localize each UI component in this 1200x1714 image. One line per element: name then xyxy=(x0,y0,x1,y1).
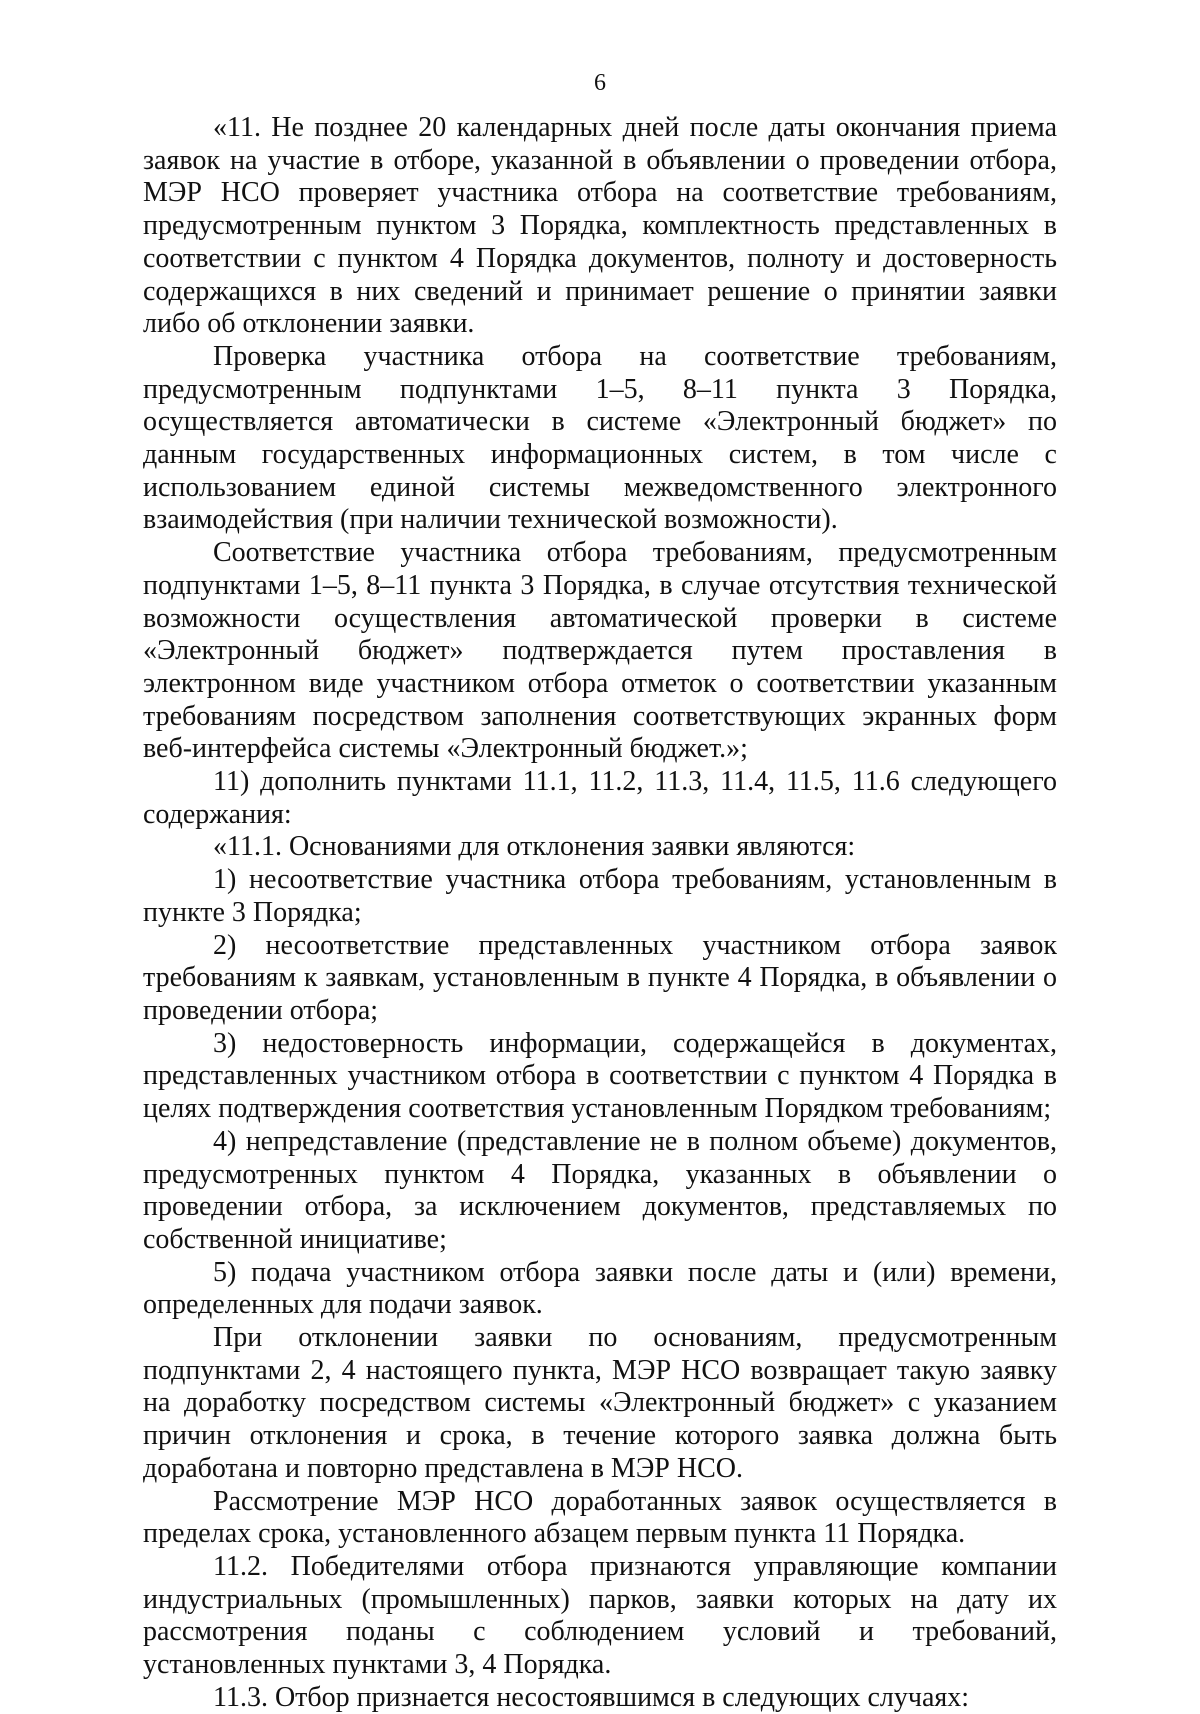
document-body xyxy=(143,112,1057,1714)
paragraph-11: «11. Не позднее 20 календарных дней после даты окончания приема заявок на участие в отборе, указанной в объявлении о проведении отбора, МЭР НСО проверяет участника отбора на соответствие требованиям, предусмотренным пунктом 3 Порядка, комплектность представленных в соответствии с пунктом 4 Порядка документов, полноту и достоверность содержащихся в них сведений и принимает решение о принятии заявки либо об отклонении заявки. xyxy=(143,112,1057,340)
paragraph-11-2-winners: 11.2. Победителями отбора признаются управляющие компании индустриальных (промышленных) парков, заявки которых на дату их рассмотрения поданы с соблюдением условий и требований, установленных пунктами 3, 4 Порядка. xyxy=(143,1550,1057,1681)
paragraph-compliance-confirmation: Соответствие участника отбора требованиям, предусмотренным подпунктами 1–5, 8–11 пункта 3 Порядка, в случае отсутствия технической возможности осуществления автоматической проверки в системе «Электронный бюджет» подтверждается путем проставления в электронном виде участником отбора отметок о соответствии указанным требованиям посредством заполнения соответствующих экранных форм веб-интерфейса системы «Электронный бюджет.»; xyxy=(143,537,1057,765)
paragraph-automatic-check: Проверка участника отбора на соответствие требованиям, предусмотренным подпунктами 1–5, 8–11 пункта 3 Порядка, осуществляется автоматически в системе «Электронный бюджет» по данным государственных информационных систем, в том числе с использованием единой системы межведомственного электронного взаимодействия (при наличии технической возможности). xyxy=(143,340,1057,536)
page-number: 6 xyxy=(594,70,606,96)
paragraph-11-1-heading: «11.1. Основаниями для отклонения заявки являются: xyxy=(213,831,856,863)
list-item-rejection-4: 4) непредставление (представление не в полном объеме) документов, предусмотренных пунктом 4 Порядка, указанных в объявлении о проведении отбора, за исключением документов, представляемых по собственной инициативе; xyxy=(143,1125,1057,1255)
list-item-rejection-1: 1) несоответствие участника отбора требованиям, установленным в пункте 3 Порядка; xyxy=(143,864,1057,928)
paragraph-revised-review: Рассмотрение МЭР НСО доработанных заявок осуществляется в пределах срока, установленного абзацем первым пункта 11 Порядка. xyxy=(143,1485,1057,1550)
list-item-rejection-5: 5) подача участником отбора заявки после даты и (или) времени, определенных для подачи заявок. xyxy=(143,1256,1057,1321)
paragraph-return-for-revision: При отклонении заявки по основаниям, предусмотренным подпунктами 2, 4 настоящего пункта, МЭР НСО возвращает такую заявку на доработку посредством системы «Электронный бюджет» с указанием причин отклонения и срока, в течение которого заявка должна быть доработана и повторно представлена в МЭР НСО. xyxy=(143,1322,1057,1484)
paragraph-amendment-11: 11) дополнить пунктами 11.1, 11.2, 11.3, 11.4, 11.5, 11.6 следующего содержания: xyxy=(143,766,1057,830)
list-item-rejection-3: 3) недостоверность информации, содержащейся в документах, представленных участником отбора в соответствии с пунктом 4 Порядка в целях подтверждения соответствия установленным Порядком требованиям; xyxy=(143,1027,1057,1125)
paragraph-11-3-failed-selection: 11.3. Отбор признается несостоявшимся в следующих случаях: xyxy=(213,1681,970,1713)
list-item-rejection-2: 2) несоответствие представленных участником отбора заявок требованиям к заявкам, установленным в пункте 4 Порядка, в объявлении о проведении отбора; xyxy=(143,929,1057,1026)
